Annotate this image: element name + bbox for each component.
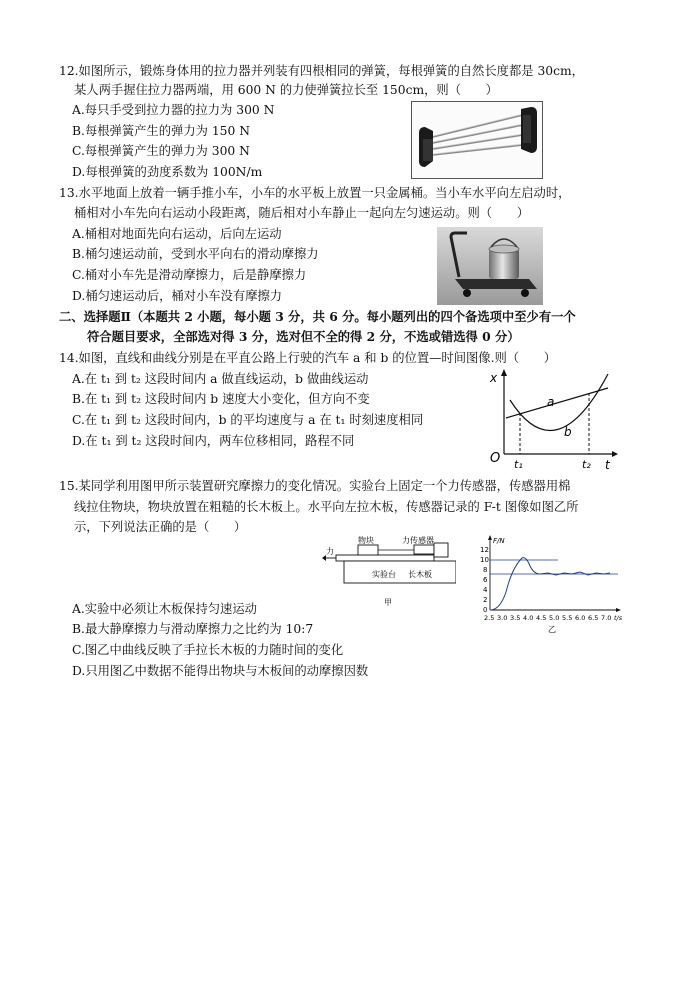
force-label: 力	[326, 547, 334, 556]
lab-table	[344, 561, 456, 583]
q12-option-c: C.每根弹簧产生的弹力为 300 N	[72, 144, 250, 158]
q14-option-d: D.在 t₁ 到 t₂ 这段时间内，两车位移相同，路程不同	[72, 434, 355, 448]
q13-option-d: D.桶匀速运动后，桶对小车没有摩擦力	[72, 289, 283, 303]
y-tick: 10	[480, 556, 489, 564]
x-axis-label: x	[490, 371, 498, 385]
caption-yi: 乙	[548, 625, 556, 634]
section-2-header-line1: 二、选择题Ⅱ（本题共 2 小题，每小题 3 分，共 6 分。每小题列出的四个备选项中至少有一个	[59, 309, 576, 324]
q12-option-d: D.每根弹簧的劲度系数为 100N/m	[72, 165, 263, 179]
q13-option-b: B.桶匀速运动前，受到水平向右的滑动摩擦力	[72, 247, 319, 261]
apparatus-figure-jia	[322, 535, 456, 609]
sensor-label: 力传感器	[402, 536, 434, 545]
x-tick: 4.5	[536, 614, 547, 622]
q14-option-b: B.在 t₁ 到 t₂ 这段时间内 b 速度大小变化，但方向不变	[72, 392, 370, 406]
t1-label: t₁	[514, 458, 523, 471]
q13-stem-line1: 13.水平地面上放着一辆手推小车，小车的水平板上放置一只金属桶。当小车水平向左启动时，	[59, 186, 571, 200]
q12-option-a: A.每只手受到拉力器的拉力为 300 N	[72, 103, 275, 117]
x-tick: 6.5	[588, 614, 599, 622]
force-sensor	[414, 545, 434, 554]
q12-stem-line1: 12.如图所示，锻炼身体用的拉力器并列装有四根相同的弹簧，每根弹簧的自然长度都是 30cm，	[59, 64, 584, 78]
q12-stem-line2: 某人两手握住拉力器两端，用 600 N 的力使弹簧拉长至 150cm，则（ ）	[74, 83, 498, 97]
origin-label: O	[490, 451, 501, 466]
q13-option-a: A.桶相对地面先向右运动，后向左运动	[72, 227, 282, 241]
y-tick: 0	[483, 606, 488, 614]
x-tick: 3.0	[497, 614, 508, 622]
force-time-graph-yi	[478, 534, 628, 636]
q13-option-c: C.桶对小车先是滑动摩擦力，后是静摩擦力	[72, 268, 307, 282]
q15-option-c: C.图乙中曲线反映了手拉长木板的力随时间的变化	[72, 643, 344, 657]
chest-expander-figure	[411, 101, 543, 179]
y-tick: 6	[483, 576, 488, 584]
label-b: b	[564, 425, 572, 439]
q15-option-d: D.只用图乙中数据不能得出物块与木板间的动摩擦因数	[72, 664, 369, 678]
q15-stem-line1: 15.某同学利用图甲所示装置研究摩擦力的变化情况。实验台上固定一个力传感器，传感器用棉	[59, 479, 571, 493]
t2-label: t₂	[582, 458, 591, 471]
line-a	[506, 388, 608, 418]
x-tick: 5.0	[549, 614, 560, 622]
x-tick: 7.0	[601, 614, 612, 622]
long-board	[336, 555, 434, 561]
q14-stem: 14.如图，直线和曲线分别是在平直公路上行驶的汽车 a 和 b 的位置—时间图像.则（ ）	[59, 351, 556, 365]
q13-stem-line2: 桶相对小车先向右运动小段距离，随后相对小车静止一起向左匀速运动。则（ ）	[74, 206, 529, 220]
x-tick: 4.0	[523, 614, 534, 622]
board-label: 长木板	[408, 570, 432, 579]
q15-stem-line2: 线拉住物块，物块放置在粗糙的长木板上。水平向左拉木板，传感器记录的 F-t 图像如图乙所	[74, 500, 579, 514]
x-tick: 2.5	[484, 614, 495, 622]
q15-stem-line3: 示，下列说法正确的是（ ）	[74, 520, 247, 534]
section-2-header-line2: 符合题目要求，全部选对得 3 分，选对但不全的得 2 分，不选或错选得 0 分）	[87, 329, 520, 344]
q15-option-a: A.实验中必须让木板保持匀速运动	[72, 602, 257, 616]
y-tick: 12	[480, 546, 489, 554]
x-tick: 6.0	[575, 614, 586, 622]
q14-option-a: A.在 t₁ 到 t₂ 这段时间内 a 做直线运动，b 做曲线运动	[72, 372, 369, 386]
y-tick: 4	[483, 586, 488, 594]
cart-bucket-figure	[437, 227, 543, 305]
table-label: 实验台	[372, 570, 396, 579]
q12-option-b: B.每根弹簧产生的弹力为 150 N	[72, 124, 250, 138]
position-time-graph	[478, 368, 618, 474]
x-tick: 5.5	[562, 614, 573, 622]
f-axis-label: F/N	[493, 537, 505, 545]
caption-jia: 甲	[384, 598, 392, 607]
block	[358, 545, 378, 555]
t-axis-label: t	[605, 458, 610, 472]
label-a: a	[547, 395, 555, 409]
y-tick: 2	[483, 596, 488, 604]
x-tick: 3.5	[510, 614, 521, 622]
t-axis-label: t/s	[614, 614, 623, 622]
q15-option-b: B.最大静摩擦力与滑动摩擦力之比约为 10:7	[72, 622, 314, 636]
block-label: 物块	[358, 536, 374, 545]
y-tick: 8	[483, 566, 488, 574]
q14-option-c: C.在 t₁ 到 t₂ 这段时间内，b 的平均速度与 a 在 t₁ 时刻速度相同	[72, 413, 424, 427]
force-curve	[490, 558, 610, 610]
